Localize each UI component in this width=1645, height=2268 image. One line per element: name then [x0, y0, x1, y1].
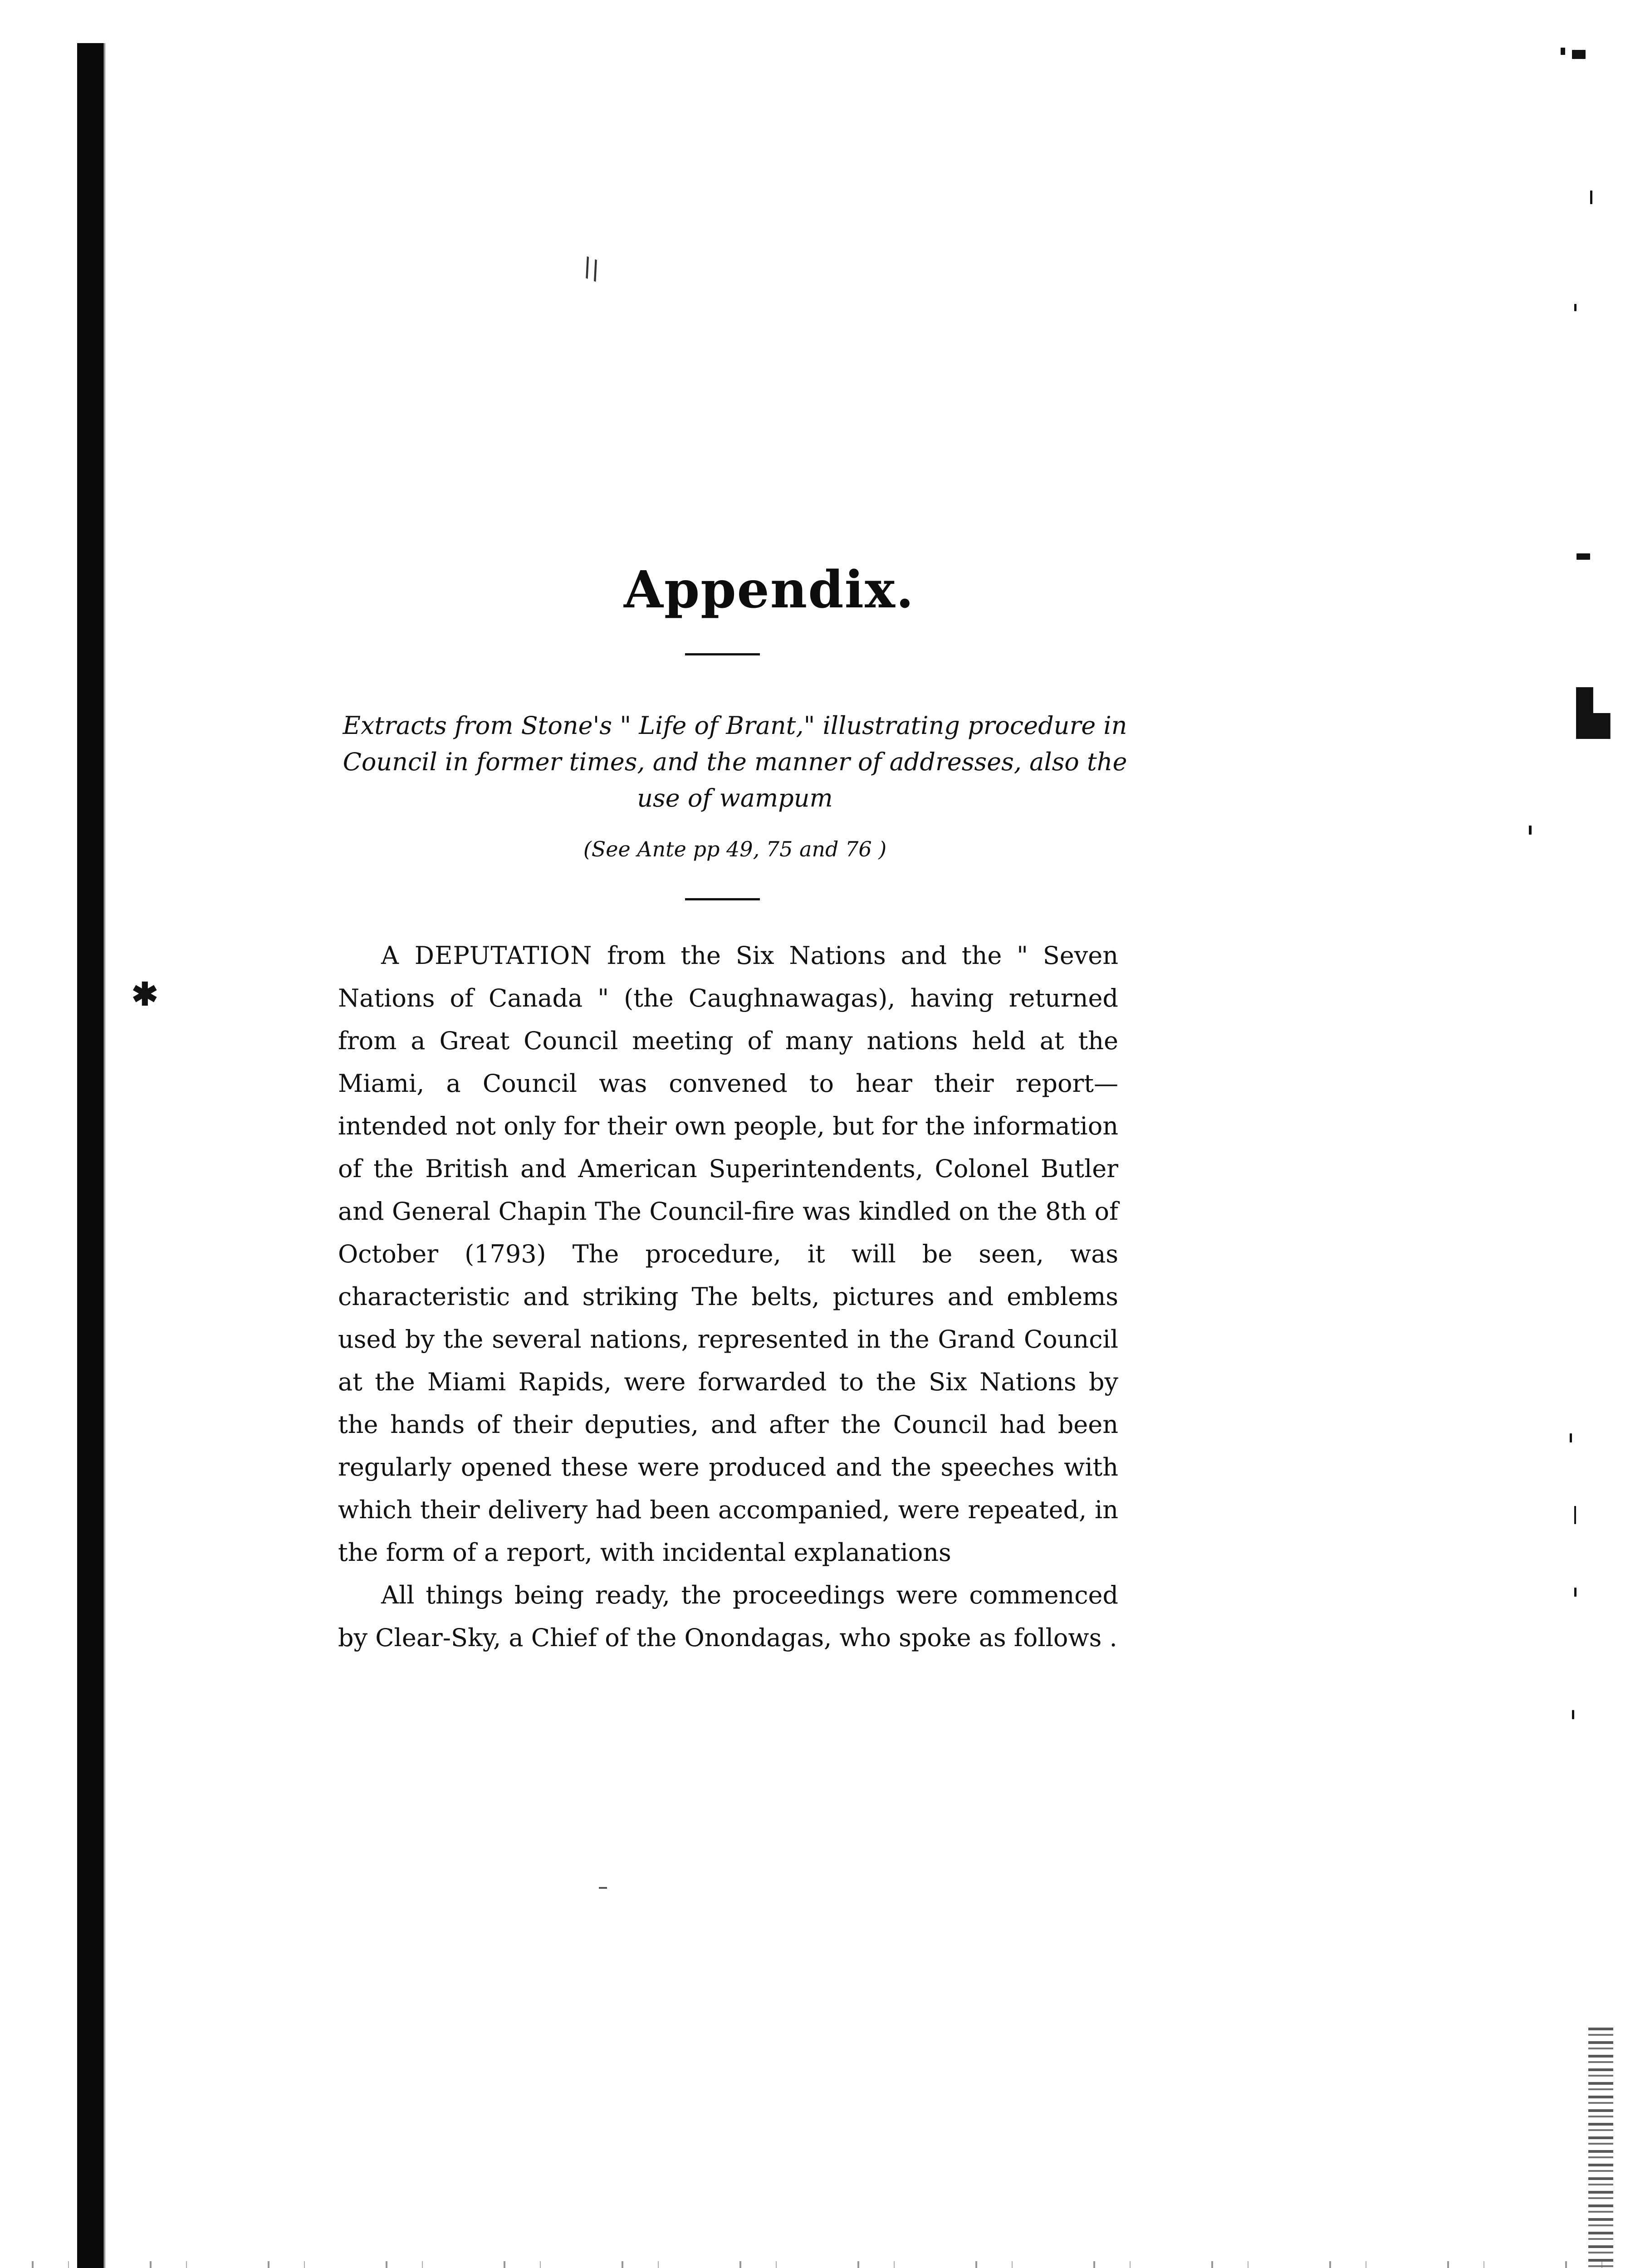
- scan-speck: [1574, 1588, 1576, 1597]
- bottom-edge-noise: [14, 2261, 1629, 2268]
- scan-speck: [1574, 1506, 1576, 1524]
- scan-speck: [1529, 826, 1532, 835]
- paragraph-2: All things being ready, the proceedings were commenced by Clear-Sky, a Chief of the Onondagas, who spoke as follows .: [338, 1581, 1118, 1652]
- scan-speck: [1561, 48, 1565, 55]
- scan-speck: [1572, 50, 1586, 59]
- scan-speck: [1576, 553, 1590, 560]
- margin-mark: ✱: [132, 975, 158, 1013]
- subtitle: Extracts from Stone's " Life of Brant," illustrating procedure in Council in former times, and the manner of addresses, also the use of wampum: [343, 711, 1127, 812]
- binding-edge: [77, 43, 103, 2268]
- paragraph-1: [338, 934, 1118, 1574]
- paragraph-lead: A DEPUTATION: [381, 941, 592, 970]
- stray-pencil-marks: \\: [578, 252, 605, 286]
- binding-shadow: [103, 43, 106, 2268]
- footer-mark: [599, 1887, 607, 1889]
- right-edge-smudge: [1588, 2028, 1613, 2268]
- scan-speck: [1590, 191, 1592, 204]
- cross-reference: (See Ante pp 49, 75 and 76 ): [583, 837, 887, 861]
- page-title: Appendix.: [624, 560, 915, 620]
- scan-speck: [1572, 1710, 1574, 1719]
- title-rule: [685, 653, 760, 655]
- scan-speck: [1570, 1433, 1572, 1442]
- scan-speck: [1574, 304, 1576, 311]
- right-edge-mark: ▙: [1576, 687, 1610, 738]
- body-text: [338, 934, 1118, 1659]
- section-rule: [685, 898, 760, 900]
- paragraph-1-text: from the Six Nations and the " Seven Nations of Canada " (the Caughnawagas), having returned from a Great Council meeting of many nations held at the Miami, a Council was convened to hear their report— intended not only for their own people, but for the information of the British and American Superintendents, Colonel Butler and General Chapin The Council-fire was kindled on the 8th of October (1793) The procedure, it will be seen, was characteristic and striking The belts, pictures and emblems used by the several nations, represented in the Grand Council at the Miami Rapids, were forwarded to the Six Nations by the hands of their deputies, and after the Council had been regularly opened these were produced and the speeches with which their delivery had been accompanied, were repeated, in the form of a report, with incidental explanations: [338, 941, 1118, 1567]
